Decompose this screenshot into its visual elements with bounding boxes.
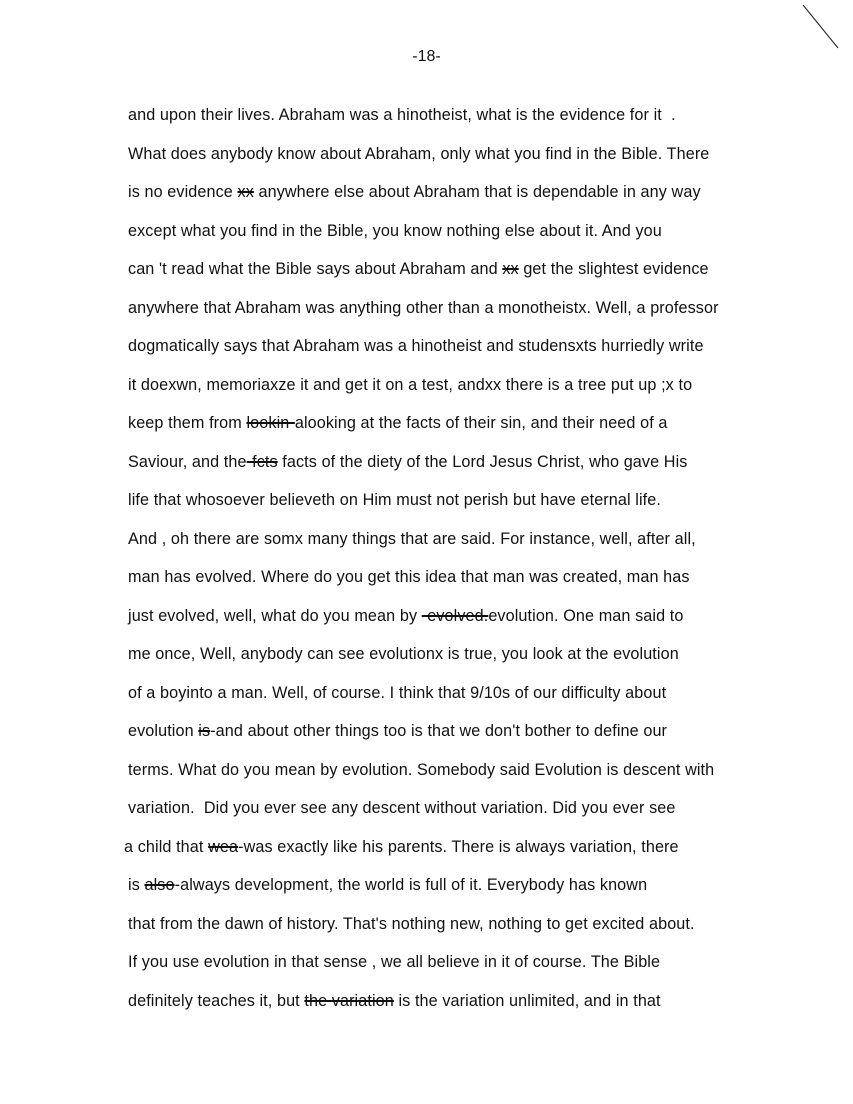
text-segment: can 't read what the Bible says about Abraham and	[128, 260, 503, 278]
struck-text: wea	[208, 837, 239, 856]
text-segment: it doexwn, memoriaxze it and get it on a test, andxx there is a tree put up ;x to	[128, 375, 693, 394]
text-segment: definitely teaches it, but	[128, 991, 305, 1010]
text-line	[128, 874, 828, 913]
text-line	[128, 143, 828, 182]
page-number: -18-	[412, 48, 441, 65]
text-segment: alooking at the facts of their sin, and their need of a	[294, 414, 668, 432]
text-line	[128, 374, 828, 413]
text-line	[128, 643, 828, 682]
text-line	[128, 335, 828, 374]
text-segment: man has evolved. Where do you get this idea that man was created, man has	[128, 568, 690, 586]
text-segment: -always development, the world is full of it. Everybody has known	[174, 876, 648, 894]
text-line	[128, 451, 828, 490]
text-segment: terms. What do you mean by evolution. Somebody said Evolution is descent with	[128, 760, 715, 779]
typed-text-body	[124, 104, 828, 1028]
text-segment: that from the dawn of history. That's nothing new, nothing to get excited about.	[128, 914, 695, 933]
text-segment: evolution	[128, 722, 199, 740]
text-line	[128, 990, 828, 1029]
struck-text: lookin-	[246, 414, 295, 432]
pen-mark	[800, 0, 850, 55]
text-segment: me once, Well, anybody can see evolutionx is true, you look at the evolution	[128, 645, 679, 663]
text-segment: What does anybody know about Abraham, only what you find in the Bible. There	[128, 144, 710, 163]
text-line	[128, 951, 828, 990]
text-segment: a child that	[124, 837, 209, 856]
text-segment: If you use evolution in that sense , we all believe in it of course. The Bible	[128, 953, 661, 971]
text-segment: life that whosoever believeth on Him must not perish but have eternal life.	[128, 491, 661, 509]
text-line	[128, 720, 828, 759]
text-segment: Saviour, and the	[128, 452, 247, 471]
text-line	[128, 566, 828, 605]
text-segment: -and about other things too is that we don't bother to define our	[210, 722, 668, 740]
text-segment: is no evidence	[128, 183, 238, 201]
text-segment: evolution. One man said to	[488, 606, 684, 625]
text-segment: except what you find in the Bible, you know nothing else about it. And you	[128, 221, 662, 240]
text-line	[128, 489, 828, 528]
text-segment: And , oh there are somx many things that are said. For instance, well, after all,	[128, 529, 696, 548]
struck-text: xx	[237, 183, 254, 201]
struck-text: -evolved.	[421, 606, 489, 625]
text-line	[128, 297, 828, 336]
text-line	[128, 181, 828, 220]
text-line	[128, 913, 828, 952]
text-line	[128, 759, 828, 798]
text-line	[124, 836, 828, 875]
text-segment: dogmatically says that Abraham was a hinotheist and studensxts hurriedly write	[128, 337, 704, 355]
text-segment: -was exactly like his parents. There is always variation, there	[238, 837, 679, 856]
text-line	[128, 682, 828, 721]
text-segment: variation. Did you ever see any descent without variation. Did you ever see	[128, 799, 676, 817]
struck-text: the variation	[304, 991, 394, 1010]
text-line	[128, 797, 828, 836]
text-line	[128, 605, 828, 644]
text-segment: keep them from	[128, 414, 247, 432]
text-segment: get the slightest evidence	[518, 260, 709, 278]
text-line	[128, 258, 828, 297]
text-line	[128, 220, 828, 259]
text-line	[128, 528, 828, 567]
struck-text: -fcts	[246, 452, 278, 471]
text-line	[128, 104, 828, 143]
text-segment: facts of the diety of the Lord Jesus Christ, who gave His	[277, 452, 688, 471]
text-segment: is	[128, 876, 145, 894]
text-segment: anywhere that Abraham was anything other than a monotheistx. Well, a professor	[128, 298, 719, 317]
text-segment: anywhere else about Abraham that is dependable in any way	[253, 183, 701, 201]
text-segment: and upon their lives. Abraham was a hinotheist, what is the evidence for it .	[128, 106, 676, 124]
text-segment: of a boyinto a man. Well, of course. I think that 9/10s of our difficulty about	[128, 683, 667, 702]
struck-text: xx	[502, 260, 519, 278]
struck-text: also	[144, 876, 175, 894]
text-segment: is the variation unlimited, and in that	[393, 991, 661, 1010]
text-segment: just evolved, well, what do you mean by	[128, 606, 422, 625]
text-line	[128, 412, 828, 451]
struck-text: is	[198, 722, 211, 740]
